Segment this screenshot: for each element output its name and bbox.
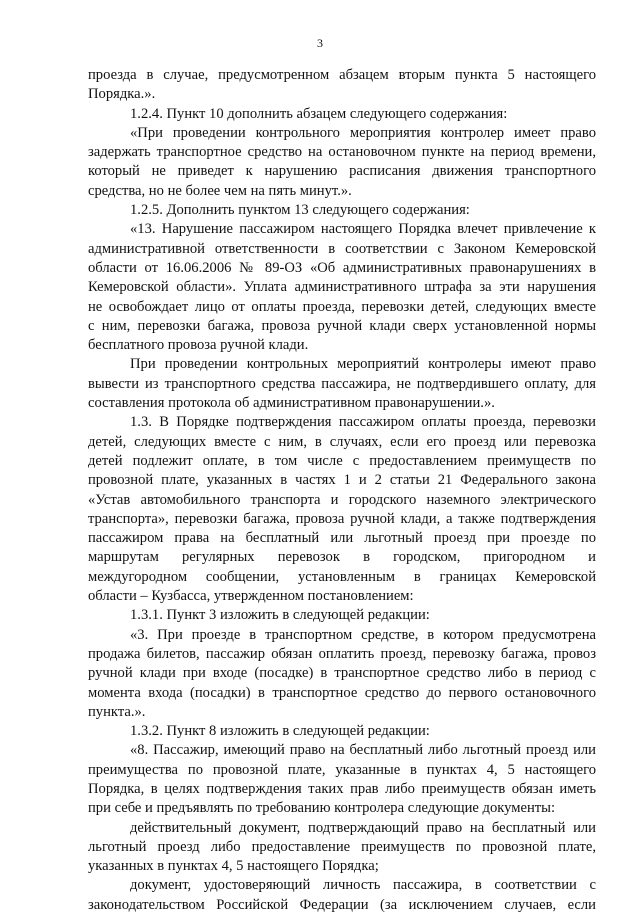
text-line: Порядка.». bbox=[88, 86, 156, 103]
text-line: провозной плате, указанных в частях 1 и 2 статьи 21 Федерального закона bbox=[88, 472, 596, 489]
text-line: законодательством Российской Федерации (за исключением случаев, если bbox=[88, 896, 596, 913]
text-line: маршрутам регулярных перевозок в городском, пригородном и bbox=[88, 549, 596, 566]
text-line: бесплатного провоза ручной клади. bbox=[88, 337, 309, 354]
text-line: средства, но не более чем на пять минут.». bbox=[88, 182, 352, 199]
text-line: пассажиром права на бесплатный или льготный проезд при проезде по bbox=[88, 530, 596, 547]
text-line: 1.2.4. Пункт 10 дополнить абзацем следующего содержания: bbox=[130, 105, 508, 122]
text-line: проезда в случае, предусмотренном абзацем вторым пункта 5 настоящего bbox=[88, 67, 596, 83]
text-line: составления протокола об административном правонарушении.». bbox=[88, 395, 495, 412]
text-line: продажа билетов, пассажир обязан оплатить проезд, перевозку багажа, провоз bbox=[88, 645, 596, 662]
text-line: При проведении контрольных мероприятий контролеры имеют право bbox=[130, 356, 596, 373]
paragraph bbox=[88, 220, 596, 355]
paragraph bbox=[88, 124, 596, 201]
text-line: преимущества по провозной плате, указанные в пунктах 4, 5 настоящего bbox=[88, 761, 596, 778]
text-line: Порядка, в целях подтверждения таких прав либо преимуществ обязан иметь bbox=[88, 780, 596, 797]
text-line: указанных в пунктах 4, 5 настоящего Порядка; bbox=[88, 858, 379, 875]
document-body bbox=[88, 66, 596, 915]
text-line: «Устав автомобильного транспорта и городского наземного электрического bbox=[88, 491, 596, 508]
text-line: с ним, перевозки багажа, провоза ручной клади сверх установленной нормы bbox=[88, 317, 596, 334]
text-line: документ, удостоверяющий личность пассажира, в соответствии с bbox=[130, 877, 596, 894]
text-line: детей подлежит оплате, в том числе с предоставлением преимуществ по bbox=[88, 452, 596, 469]
text-line: который не приведет к нарушению расписания движения транспортного bbox=[88, 163, 596, 180]
text-line: «3. При проезде в транспортном средстве, в котором предусмотрена bbox=[130, 626, 596, 643]
text-line: транспорта», перевозки багажа, провоза ручной клади, а также подтверждения bbox=[88, 510, 596, 527]
text-line: действительный документ, подтверждающий право на бесплатный или bbox=[130, 819, 596, 836]
text-line: 1.3. В Порядке подтверждения пассажиром оплаты проезда, перевозки bbox=[130, 414, 596, 431]
paragraph bbox=[88, 66, 596, 105]
paragraph bbox=[88, 105, 596, 124]
text-line: не освобождает лицо от оплаты проезда, перевозки детей, следующих вместе bbox=[88, 298, 596, 315]
text-line: Кемеровской области». Уплата административного штрафа за эти нарушения bbox=[88, 279, 596, 296]
paragraph bbox=[88, 819, 596, 877]
paragraph bbox=[88, 722, 596, 741]
paragraph bbox=[88, 741, 596, 818]
text-line: вывести из транспортного средства пассажира, не подтвердившего оплату, для bbox=[88, 375, 596, 392]
text-line: «При проведении контрольного мероприятия контролер имеет право bbox=[130, 124, 596, 141]
paragraph bbox=[88, 876, 596, 915]
text-line: задержать транспортное средство на остановочном пункте на период времени, bbox=[88, 144, 596, 161]
text-line: «8. Пассажир, имеющий право на бесплатный либо льготный проезд или bbox=[130, 742, 596, 759]
text-line: 1.3.2. Пункт 8 изложить в следующей редакции: bbox=[130, 723, 430, 740]
paragraph bbox=[88, 355, 596, 413]
text-line: при себе и предъявлять по требованию контролера следующие документы: bbox=[88, 800, 556, 817]
paragraph bbox=[88, 606, 596, 625]
text-line: области – Кузбасса, утвержденном постановлением: bbox=[88, 588, 414, 605]
text-line: льготный проезд либо предоставление преимуществ по провозной плате, bbox=[88, 838, 596, 855]
page-number: 3 bbox=[317, 36, 323, 50]
text-line: ручной клади при входе (посадке) в транспортное средство либо в период с bbox=[88, 665, 596, 682]
text-line: междугородном сообщении, установленным в границах Кемеровской bbox=[88, 568, 596, 585]
paragraph bbox=[88, 201, 596, 220]
text-line: административной ответственности в соответствии с Законом Кемеровской bbox=[88, 240, 596, 257]
text-line: области от 16.06.2006 № 89-ОЗ «Об административных правонарушениях в bbox=[88, 259, 596, 276]
text-line: 1.2.5. Дополнить пунктом 13 следующего содержания: bbox=[130, 202, 470, 219]
text-line: 1.3.1. Пункт 3 изложить в следующей редакции: bbox=[130, 607, 430, 624]
text-line: момента входа (посадки) в транспортное средство до первого остановочного bbox=[88, 684, 596, 701]
paragraph bbox=[88, 413, 596, 606]
paragraph bbox=[88, 626, 596, 722]
text-line: детей, следующих вместе с ним, в случаях, если его проезд или перевозка bbox=[88, 433, 596, 450]
text-line: «13. Нарушение пассажиром настоящего Порядка влечет привлечение к bbox=[130, 221, 596, 238]
text-line: пункта.». bbox=[88, 703, 146, 720]
